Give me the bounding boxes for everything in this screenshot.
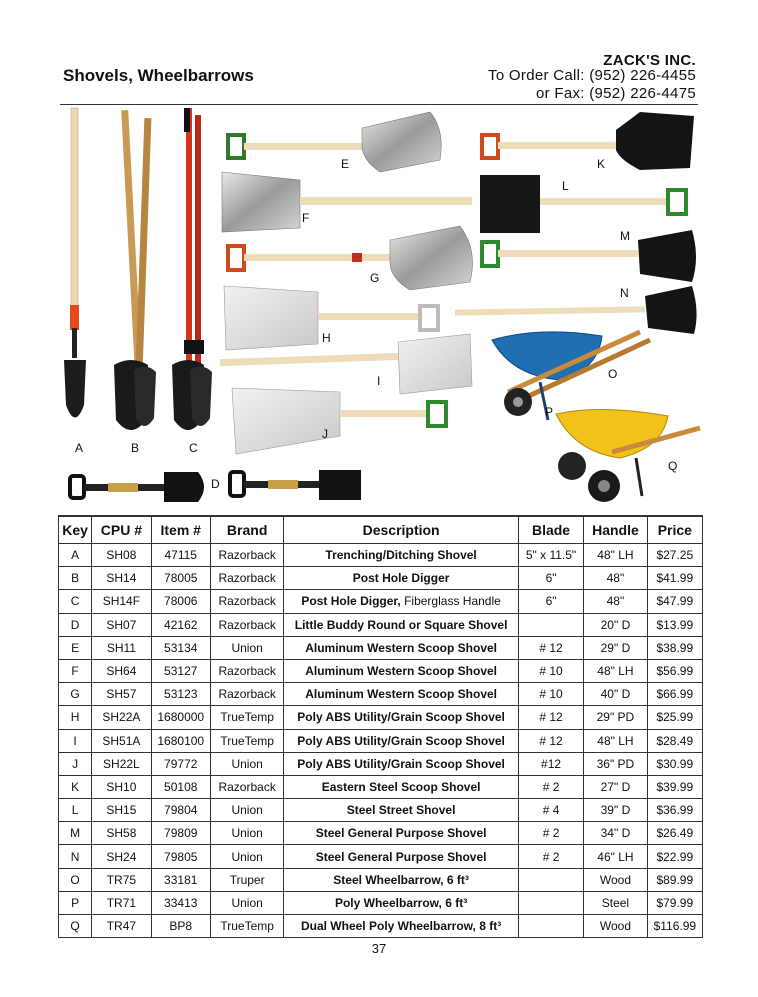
cell-key: K — [59, 775, 92, 798]
label-f: F — [302, 211, 310, 225]
cell-key: G — [59, 683, 92, 706]
cell-cpu: SH24 — [92, 845, 151, 868]
cell-price: $56.99 — [647, 659, 702, 682]
table-row — [59, 659, 703, 682]
cell-item: 78005 — [151, 567, 210, 590]
cell-key: J — [59, 752, 92, 775]
table-header-row — [59, 516, 703, 544]
cell-cpu: TR75 — [92, 868, 151, 891]
cell-cpu: SH15 — [92, 799, 151, 822]
cell-key: B — [59, 567, 92, 590]
table-row — [59, 915, 703, 938]
table-row — [59, 775, 703, 798]
cell-item: 33413 — [151, 891, 210, 914]
cell-key: A — [59, 544, 92, 567]
cell-brand: Union — [210, 822, 283, 845]
cell-description — [284, 891, 518, 914]
table-body — [59, 544, 703, 938]
label-k: K — [597, 157, 606, 171]
cell-blade: # 2 — [518, 822, 583, 845]
cell-brand: Razorback — [210, 567, 283, 590]
table-row — [59, 613, 703, 636]
cell-handle: 27" D — [584, 775, 647, 798]
cell-price: $89.99 — [647, 868, 702, 891]
cell-cpu: SH64 — [92, 659, 151, 682]
table-row — [59, 891, 703, 914]
cell-brand: Union — [210, 636, 283, 659]
product-k-eastern-scoop — [482, 112, 694, 170]
cell-key: E — [59, 636, 92, 659]
product-o-steel-wheelbarrow — [492, 332, 650, 420]
description-text: Post Hole Digger — [352, 571, 450, 586]
cell-description — [284, 636, 518, 659]
cell-item: 1680100 — [151, 729, 210, 752]
cell-key: M — [59, 822, 92, 845]
product-n-general-purpose — [455, 286, 697, 334]
cell-price: $26.49 — [647, 822, 702, 845]
cell-handle: Wood — [584, 915, 647, 938]
cell-brand: Union — [210, 799, 283, 822]
cell-item: 42162 — [151, 613, 210, 636]
description-text: Poly ABS Utility/Grain Scoop Shovel — [297, 756, 505, 771]
cell-price: $116.99 — [647, 915, 702, 938]
label-e: E — [341, 157, 350, 171]
cell-description — [284, 729, 518, 752]
product-illustrations — [55, 105, 705, 510]
cell-item: 53123 — [151, 683, 210, 706]
cell-key: I — [59, 729, 92, 752]
order-fax: or Fax: (952) 226-4475 — [535, 85, 696, 102]
table-row — [59, 752, 703, 775]
table-row — [59, 544, 703, 567]
col-cpu: CPU # — [92, 516, 151, 544]
table-row — [59, 845, 703, 868]
description-text: Poly ABS Utility/Grain Scoop Shovel — [297, 733, 505, 748]
cell-cpu: SH14 — [92, 567, 151, 590]
cell-handle: 48" LH — [584, 544, 647, 567]
cell-brand: TrueTemp — [210, 706, 283, 729]
label-l: L — [562, 179, 569, 193]
cell-price: $38.99 — [647, 636, 702, 659]
cell-description — [284, 752, 518, 775]
cell-price: $27.25 — [647, 544, 702, 567]
product-j-poly-scoop — [232, 388, 446, 454]
label-p: P — [545, 405, 554, 419]
cell-handle: 46" LH — [584, 845, 647, 868]
col-brand: Brand — [210, 516, 283, 544]
cell-item: 53127 — [151, 659, 210, 682]
description-text: Steel General Purpose Shovel — [315, 826, 487, 841]
product-table — [58, 515, 703, 938]
cell-blade — [518, 613, 583, 636]
cell-description — [284, 567, 518, 590]
cell-key: H — [59, 706, 92, 729]
cell-handle: 29" D — [584, 636, 647, 659]
cell-description — [284, 915, 518, 938]
label-m: M — [620, 229, 630, 243]
product-a-trenching-shovel — [64, 108, 86, 418]
cell-key: P — [59, 891, 92, 914]
cell-item: 50108 — [151, 775, 210, 798]
table-row — [59, 799, 703, 822]
cell-price: $79.99 — [647, 891, 702, 914]
cell-brand: Razorback — [210, 659, 283, 682]
cell-brand: Union — [210, 752, 283, 775]
cell-cpu: SH22L — [92, 752, 151, 775]
page-number: 37 — [371, 941, 387, 956]
description-text: Poly ABS Utility/Grain Scoop Shovel — [297, 710, 505, 725]
cell-key: N — [59, 845, 92, 868]
label-d: D — [211, 477, 220, 491]
cell-blade: # 2 — [518, 845, 583, 868]
cell-brand: TrueTemp — [210, 915, 283, 938]
cell-blade: #12 — [518, 752, 583, 775]
cell-blade: # 10 — [518, 683, 583, 706]
cell-price: $47.99 — [647, 590, 702, 613]
col-item: Item # — [151, 516, 210, 544]
table-row — [59, 636, 703, 659]
label-q: Q — [668, 459, 678, 473]
product-c-fiberglass-post-hole-digger — [172, 108, 212, 430]
col-description: Description — [284, 516, 518, 544]
cell-blade: # 12 — [518, 706, 583, 729]
cell-blade: # 12 — [518, 729, 583, 752]
cell-handle: 40" D — [584, 683, 647, 706]
product-q-dual-wheel-wheelbarrow — [556, 409, 700, 502]
cell-cpu: SH58 — [92, 822, 151, 845]
cell-description — [284, 799, 518, 822]
label-a: A — [75, 441, 84, 455]
cell-key: L — [59, 799, 92, 822]
description-text: Poly Wheelbarrow, 6 ft³ — [334, 895, 468, 910]
cell-item: 53134 — [151, 636, 210, 659]
company-name: ZACK'S INC. — [603, 52, 696, 69]
table-row — [59, 683, 703, 706]
cell-cpu: TR71 — [92, 891, 151, 914]
cell-description — [284, 683, 518, 706]
cell-blade: 5" x 11.5" — [518, 544, 583, 567]
cell-item: 79804 — [151, 799, 210, 822]
cell-handle: 39" D — [584, 799, 647, 822]
label-j: J — [322, 427, 328, 441]
description-text: Steel Wheelbarrow, 6 ft³ — [333, 872, 469, 887]
cell-handle: 48" — [584, 567, 647, 590]
cell-brand: Razorback — [210, 590, 283, 613]
label-n: N — [620, 286, 629, 300]
cell-description — [284, 706, 518, 729]
cell-item: 79772 — [151, 752, 210, 775]
table-row — [59, 706, 703, 729]
description-text: Dual Wheel Poly Wheelbarrow, 8 ft³ — [300, 919, 502, 934]
cell-description — [284, 544, 518, 567]
label-g: G — [370, 271, 380, 285]
cell-price: $41.99 — [647, 567, 702, 590]
cell-cpu: SH07 — [92, 613, 151, 636]
cell-blade: # 2 — [518, 775, 583, 798]
cell-price: $30.99 — [647, 752, 702, 775]
product-b-post-hole-digger — [114, 110, 156, 430]
cell-blade: # 12 — [518, 636, 583, 659]
cell-handle: 34" D — [584, 822, 647, 845]
cell-handle: Wood — [584, 868, 647, 891]
product-l-street-shovel — [480, 175, 686, 233]
cell-price: $66.99 — [647, 683, 702, 706]
cell-price: $36.99 — [647, 799, 702, 822]
label-i: I — [377, 374, 381, 388]
cell-description — [284, 613, 518, 636]
table-row — [59, 729, 703, 752]
cell-price: $22.99 — [647, 845, 702, 868]
order-phone: To Order Call: (952) 226-4455 — [488, 67, 696, 84]
description-text: Aluminum Western Scoop Shovel — [305, 640, 497, 655]
cell-cpu: SH51A — [92, 729, 151, 752]
cell-description — [284, 659, 518, 682]
col-price: Price — [647, 516, 702, 544]
cell-key: D — [59, 613, 92, 636]
col-key: Key — [59, 516, 92, 544]
cell-brand: Razorback — [210, 775, 283, 798]
label-o: O — [608, 367, 618, 381]
cell-handle: 20" D — [584, 613, 647, 636]
cell-handle: 29" PD — [584, 706, 647, 729]
product-g-aluminum-scoop — [228, 226, 472, 290]
cell-price: $13.99 — [647, 613, 702, 636]
description-extra: Fiberglass Handle — [400, 594, 501, 609]
label-h: H — [322, 331, 331, 345]
cell-blade — [518, 915, 583, 938]
cell-price: $39.99 — [647, 775, 702, 798]
product-f-aluminum-scoop — [222, 172, 472, 232]
cell-handle: 36" PD — [584, 752, 647, 775]
cell-description — [284, 775, 518, 798]
cell-brand: Razorback — [210, 544, 283, 567]
cell-item: 78006 — [151, 590, 210, 613]
cell-description — [284, 868, 518, 891]
description-text: Aluminum Western Scoop Shovel — [305, 687, 497, 702]
table-row — [59, 567, 703, 590]
description-text: Aluminum Western Scoop Shovel — [305, 664, 497, 679]
cell-blade: # 4 — [518, 799, 583, 822]
cell-item: 47115 — [151, 544, 210, 567]
cell-blade — [518, 868, 583, 891]
cell-brand: Razorback — [210, 613, 283, 636]
description-text: Trenching/Ditching Shovel — [325, 548, 477, 563]
description-text: Steel General Purpose Shovel — [315, 849, 487, 864]
cell-description — [284, 845, 518, 868]
cell-handle: 48" — [584, 590, 647, 613]
cell-brand: Truper — [210, 868, 283, 891]
table-row — [59, 868, 703, 891]
cell-item: 79809 — [151, 822, 210, 845]
cell-cpu: SH11 — [92, 636, 151, 659]
cell-description — [284, 590, 518, 613]
page-title: Shovels, Wheelbarrows — [63, 66, 254, 85]
cell-blade: 6" — [518, 567, 583, 590]
cell-key: O — [59, 868, 92, 891]
description-text: Eastern Steel Scoop Shovel — [321, 779, 481, 794]
cell-handle: 48" LH — [584, 729, 647, 752]
cell-cpu: SH57 — [92, 683, 151, 706]
cell-brand: Union — [210, 845, 283, 868]
description-text: Steel Street Shovel — [346, 803, 456, 818]
cell-price: $25.99 — [647, 706, 702, 729]
cell-handle: 48" LH — [584, 659, 647, 682]
cell-blade — [518, 891, 583, 914]
cell-description — [284, 822, 518, 845]
cell-item: 79805 — [151, 845, 210, 868]
cell-brand: Razorback — [210, 683, 283, 706]
cell-price: $28.49 — [647, 729, 702, 752]
cell-item: 1680000 — [151, 706, 210, 729]
table-row — [59, 590, 703, 613]
cell-key: C — [59, 590, 92, 613]
description-text: Little Buddy Round or Square Shovel — [294, 617, 508, 632]
cell-brand: TrueTemp — [210, 729, 283, 752]
cell-blade: # 10 — [518, 659, 583, 682]
cell-cpu: SH10 — [92, 775, 151, 798]
product-m-general-purpose — [482, 230, 696, 282]
col-blade: Blade — [518, 516, 583, 544]
description-text: Post Hole Digger, — [301, 594, 401, 609]
cell-brand: Union — [210, 891, 283, 914]
cell-cpu: SH22A — [92, 706, 151, 729]
product-h-poly-scoop — [224, 286, 438, 350]
cell-key: Q — [59, 915, 92, 938]
cell-blade: 6" — [518, 590, 583, 613]
table-row — [59, 822, 703, 845]
label-b: B — [131, 441, 140, 455]
cell-cpu: SH08 — [92, 544, 151, 567]
cell-cpu: TR47 — [92, 915, 151, 938]
label-c: C — [189, 441, 198, 455]
col-handle: Handle — [584, 516, 647, 544]
cell-key: F — [59, 659, 92, 682]
cell-item: BP8 — [151, 915, 210, 938]
cell-handle: Steel — [584, 891, 647, 914]
cell-item: 33181 — [151, 868, 210, 891]
cell-cpu: SH14F — [92, 590, 151, 613]
product-e-aluminum-scoop — [228, 112, 441, 172]
